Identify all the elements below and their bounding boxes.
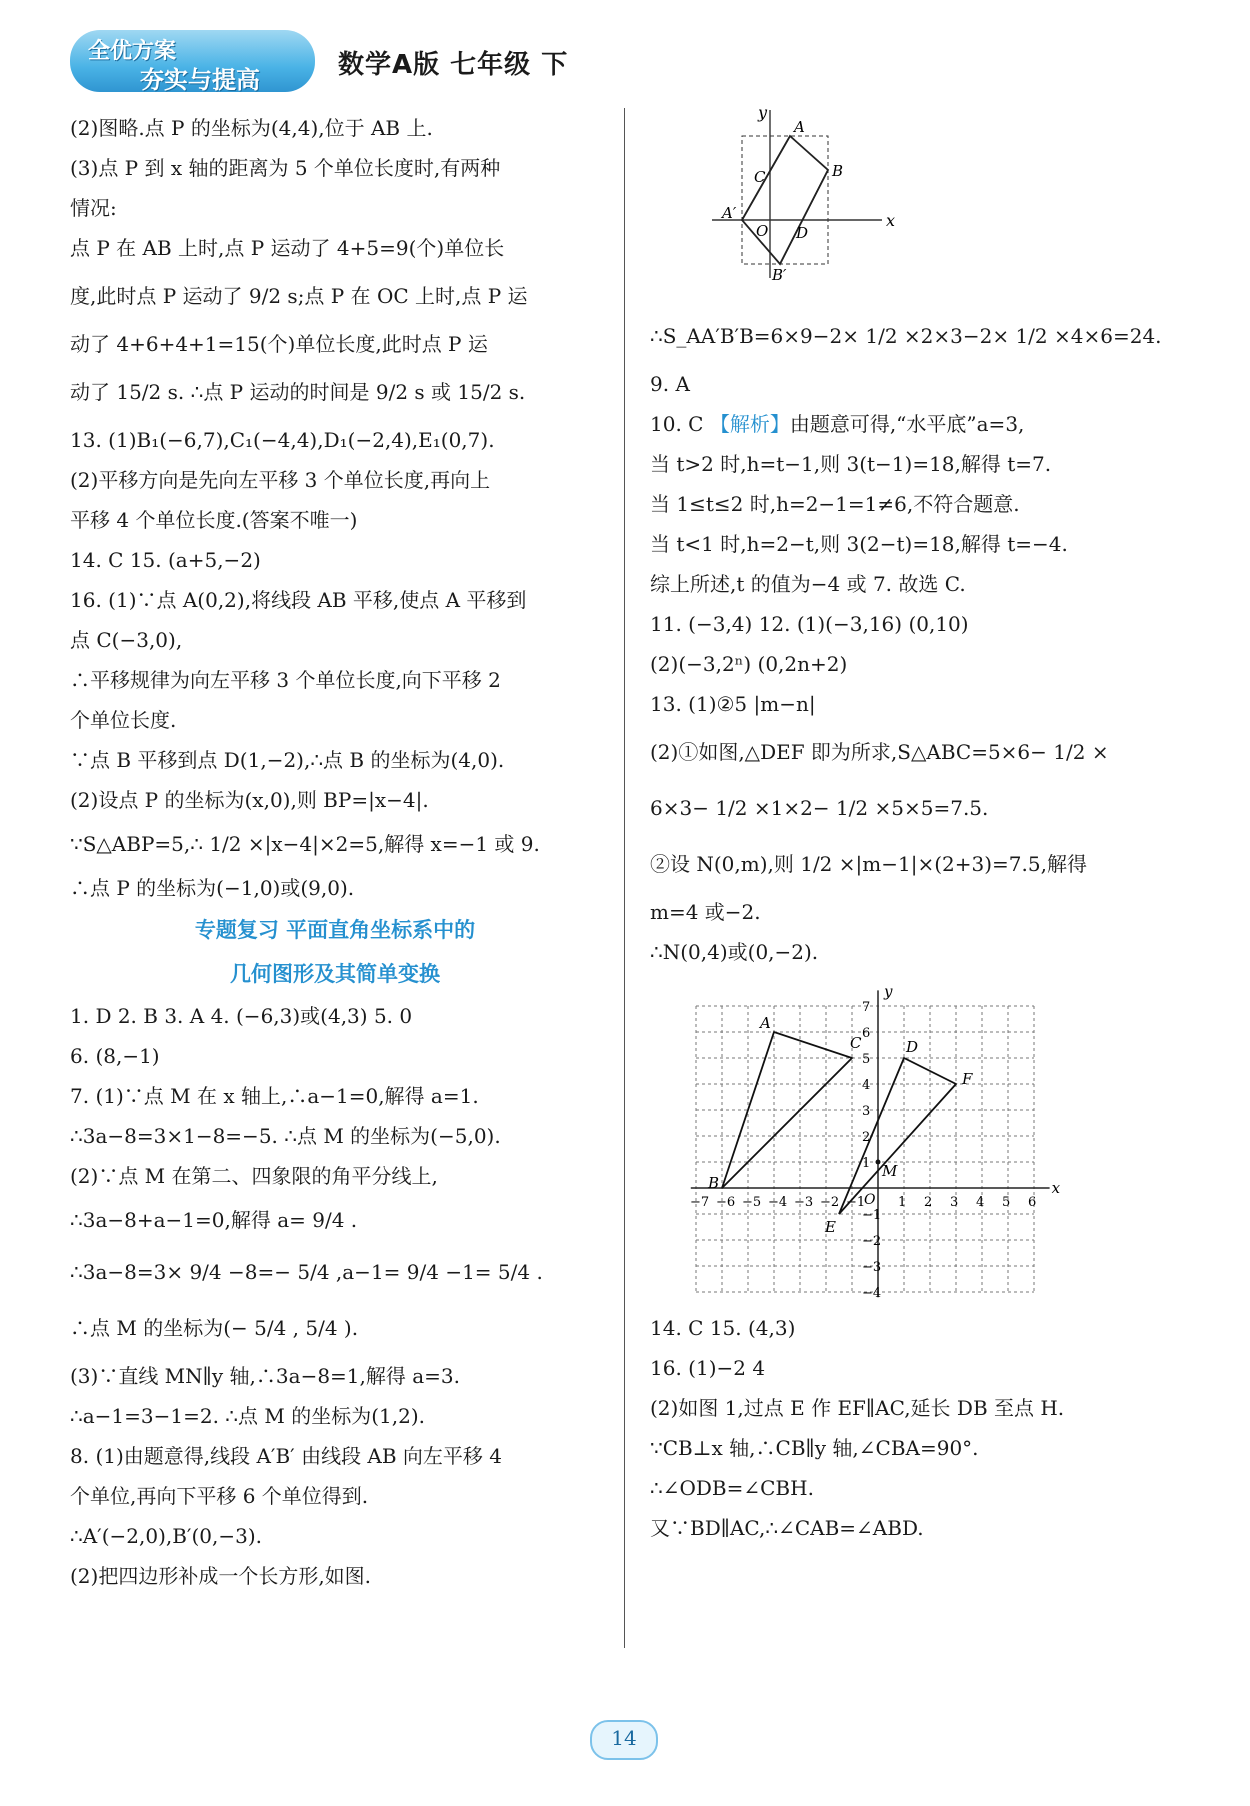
point-D: D: [796, 224, 809, 242]
answer-line: 16. (1)∵点 A(0,2),将线段 AB 平移,使点 A 平移到: [70, 588, 527, 612]
answer-line: (2)∵点 M 在第二、四象限的角平分线上,: [70, 1164, 438, 1188]
x-tick-label: −3: [794, 1195, 814, 1210]
answer-line: 6. (8,−1): [70, 1044, 160, 1068]
answer-line: 又∵BD∥AC,∴∠CAB=∠ABD.: [650, 1516, 924, 1540]
answer-line: 点 P 在 AB 上时,点 P 运动了 4+5=9(个)单位长: [70, 236, 505, 260]
answer-line: ∵CB⊥x 轴,∴CB∥y 轴,∠CBA=90°.: [650, 1436, 979, 1460]
point-M-dot: [876, 1160, 881, 1165]
section-title: 专题复习 平面直角坐标系中的: [194, 918, 476, 942]
x-tick-label: −4: [768, 1195, 788, 1210]
y-tick-label: 6: [862, 1026, 871, 1041]
right-column: [650, 108, 1195, 1548]
answer-line: (2)①如图,△DEF 即为所求,S△ABC=5×6− 1/2 ×: [650, 740, 1109, 764]
answer-line: 当 1≤t≤2 时,h=2−1=1≠6,不符合题意.: [650, 492, 1020, 516]
y-tick-label: 5: [862, 1052, 871, 1067]
answer-line: 个单位长度.: [70, 708, 177, 732]
answer-line: 度,此时点 P 运动了 9/2 s;点 P 在 OC 上时,点 P 运: [70, 284, 528, 308]
answer-line: (2)把四边形补成一个长方形,如图.: [70, 1564, 372, 1588]
answer-line: 14. C 15. (a+5,−2): [70, 548, 261, 572]
answer-line: ∴平移规律为向左平移 3 个单位长度,向下平移 2: [70, 668, 501, 692]
y-axis-label: y: [884, 982, 893, 1001]
answer-line: (2)平移方向是先向左平移 3 个单位长度,再向上: [70, 468, 491, 492]
y-tick-label: −4: [862, 1286, 882, 1301]
logo-line1: 全优方案: [88, 39, 177, 64]
point-E: E: [825, 1218, 836, 1236]
y-tick-label: 3: [862, 1104, 871, 1119]
answer-line: 14. C 15. (4,3): [650, 1316, 796, 1340]
answer-line: ∴3a−8=3× 9/4 −8=− 5/4 ,a−1= 9/4 −1= 5/4 .: [70, 1260, 543, 1284]
point-C: C: [850, 1034, 862, 1052]
point-C: C: [754, 168, 766, 186]
x-tick-label: −5: [742, 1195, 762, 1210]
page-number: [590, 1720, 660, 1758]
y-tick-label: 7: [862, 1000, 871, 1015]
answer-line: ∴∠ODB=∠CBH.: [650, 1476, 814, 1500]
bounding-rectangle: [742, 136, 828, 264]
y-tick-label: −2: [862, 1234, 882, 1249]
answer-line: ∴3a−8+a−1=0,解得 a= 9/4 .: [70, 1208, 358, 1232]
answer-line: [650, 404, 1195, 444]
x-tick-label: −2: [820, 1195, 840, 1210]
page-number-text: 14: [611, 1726, 637, 1750]
answer-line: 6×3− 1/2 ×1×2− 1/2 ×5×5=7.5.: [650, 796, 989, 820]
answer-line: (3)∵直线 MN∥y 轴,∴3a−8=1,解得 a=3.: [70, 1364, 461, 1388]
answer-line: ∴a−1=3−1=2. ∴点 M 的坐标为(1,2).: [70, 1404, 425, 1428]
answer-line: 综上所述,t 的值为−4 或 7. 故选 C.: [650, 572, 966, 596]
x-tick-label: 5: [1002, 1195, 1011, 1210]
analysis-tag: 【解析】: [709, 412, 790, 436]
x-tick-label: 4: [976, 1195, 985, 1210]
origin-label: O: [756, 222, 769, 240]
answer-line: ∴点 P 的坐标为(−1,0)或(9,0).: [70, 876, 355, 900]
point-B-prime: B′: [772, 266, 787, 284]
page-header: [70, 30, 1190, 100]
answer-line: 当 t<1 时,h=2−t,则 3(2−t)=18,解得 t=−4.: [650, 532, 1068, 556]
point-M: M: [882, 1162, 898, 1180]
y-axis-label: y: [758, 108, 768, 122]
y-tick-label: −3: [862, 1260, 882, 1275]
segment: [780, 170, 828, 264]
answer-line: (3)点 P 到 x 轴的距离为 5 个单位长度时,有两种: [70, 156, 501, 180]
answer-line: 16. (1)−2 4: [650, 1356, 766, 1380]
answer-line: (2)设点 P 的坐标为(x,0),则 BP=|x−4|.: [70, 788, 429, 812]
answer-line: 7. (1)∵点 M 在 x 轴上,∴a−1=0,解得 a=1.: [70, 1084, 479, 1108]
x-tick-label: −6: [716, 1195, 736, 1210]
answer-line: 动了 4+6+4+1=15(个)单位长度,此时点 P 运: [70, 332, 488, 356]
x-tick-label: 2: [924, 1195, 933, 1210]
answer-line: 个单位,再向下平移 6 个单位得到.: [70, 1484, 369, 1508]
answer-line: 1. D 2. B 3. A 4. (−6,3)或(4,3) 5. 0: [70, 1004, 413, 1028]
answer-line: ∵S△ABP=5,∴ 1/2 ×|x−4|×2=5,解得 x=−1 或 9.: [70, 832, 540, 856]
x-axis-label: x: [886, 211, 896, 230]
q10-text: 由题意可得,“水平底”a=3,: [789, 412, 1025, 436]
origin-label: O: [864, 1192, 876, 1208]
answer-line: ∴点 M 的坐标为(− 5/4 , 5/4 ).: [70, 1316, 359, 1340]
x-tick-label: −7: [690, 1195, 710, 1210]
y-tick-label: −1: [862, 1208, 882, 1223]
x-axis-label: x: [1051, 1179, 1061, 1197]
book-logo: [70, 30, 315, 92]
answer-line: ∵点 B 平移到点 D(1,−2),∴点 B 的坐标为(4,0).: [70, 748, 505, 772]
quadrilateral-AA'B'B: [742, 136, 828, 264]
answer-line: (2)(−3,2ⁿ) (0,2n+2): [650, 652, 848, 676]
logo-line2: 夯实与提高: [140, 66, 260, 94]
point-F: F: [962, 1070, 973, 1088]
answer-line: 动了 15/2 s. ∴点 P 运动的时间是 9/2 s 或 15/2 s.: [70, 380, 526, 404]
figure-coordinate-grid: [650, 972, 1195, 1308]
point-D: D: [906, 1038, 919, 1056]
point-B: B: [832, 162, 844, 180]
q10-prefix: 10. C: [650, 412, 710, 436]
column-divider: [624, 108, 625, 1648]
answer-line: ∴A′(−2,0),B′(0,−3).: [70, 1524, 263, 1548]
y-tick-label: 2: [862, 1130, 871, 1145]
segment: [742, 136, 790, 220]
x-tick-label: 3: [950, 1195, 959, 1210]
answer-line: 点 C(−3,0),: [70, 628, 183, 652]
figure-quadrilateral: [650, 108, 1195, 308]
answer-line: 当 t>2 时,h=t−1,则 3(t−1)=18,解得 t=7.: [650, 452, 1052, 476]
answer-line: ∴N(0,4)或(0,−2).: [650, 940, 819, 964]
answer-line: (2)如图 1,过点 E 作 EF∥AC,延长 DB 至点 H.: [650, 1396, 1065, 1420]
left-column: [70, 108, 600, 1596]
answer-line: 情况:: [70, 196, 117, 220]
book-title: 数学A版 七年级 下: [338, 50, 569, 80]
point-A: A: [760, 1014, 771, 1032]
answer-line: 13. (1)B₁(−6,7),C₁(−4,4),D₁(−2,4),E₁(0,7).: [70, 428, 495, 452]
point-B: B: [708, 1174, 720, 1192]
x-tick-label: 1: [898, 1195, 907, 1210]
answer-line: ②设 N(0,m),则 1/2 ×|m−1|×(2+3)=7.5,解得: [650, 852, 1087, 876]
answer-line: ∴S_AA′B′B=6×9−2× 1/2 ×2×3−2× 1/2 ×4×6=24.: [650, 324, 1162, 348]
answer-line: 平移 4 个单位长度.(答案不唯一): [70, 508, 358, 532]
answer-line: 9. A: [650, 372, 690, 396]
x-tick-label: 6: [1028, 1195, 1037, 1210]
answer-line: 13. (1)②5 |m−n|: [650, 692, 816, 716]
answer-line: (2)图略.点 P 的坐标为(4,4),位于 AB 上.: [70, 116, 433, 140]
point-A: A: [794, 118, 805, 136]
y-tick-label: 1: [862, 1156, 871, 1171]
x-tick-label: −1: [846, 1195, 866, 1210]
answer-line: m=4 或−2.: [650, 900, 761, 924]
y-tick-label: 4: [862, 1078, 871, 1093]
answer-line: ∴3a−8=3×1−8=−5. ∴点 M 的坐标为(−5,0).: [70, 1124, 501, 1148]
point-A-prime: A′: [722, 204, 737, 222]
answer-line: 11. (−3,4) 12. (1)(−3,16) (0,10): [650, 612, 969, 636]
section-subtitle: 几何图形及其简单变换: [230, 962, 440, 986]
answer-line: 8. (1)由题意得,线段 A′B′ 由线段 AB 向左平移 4: [70, 1444, 503, 1468]
